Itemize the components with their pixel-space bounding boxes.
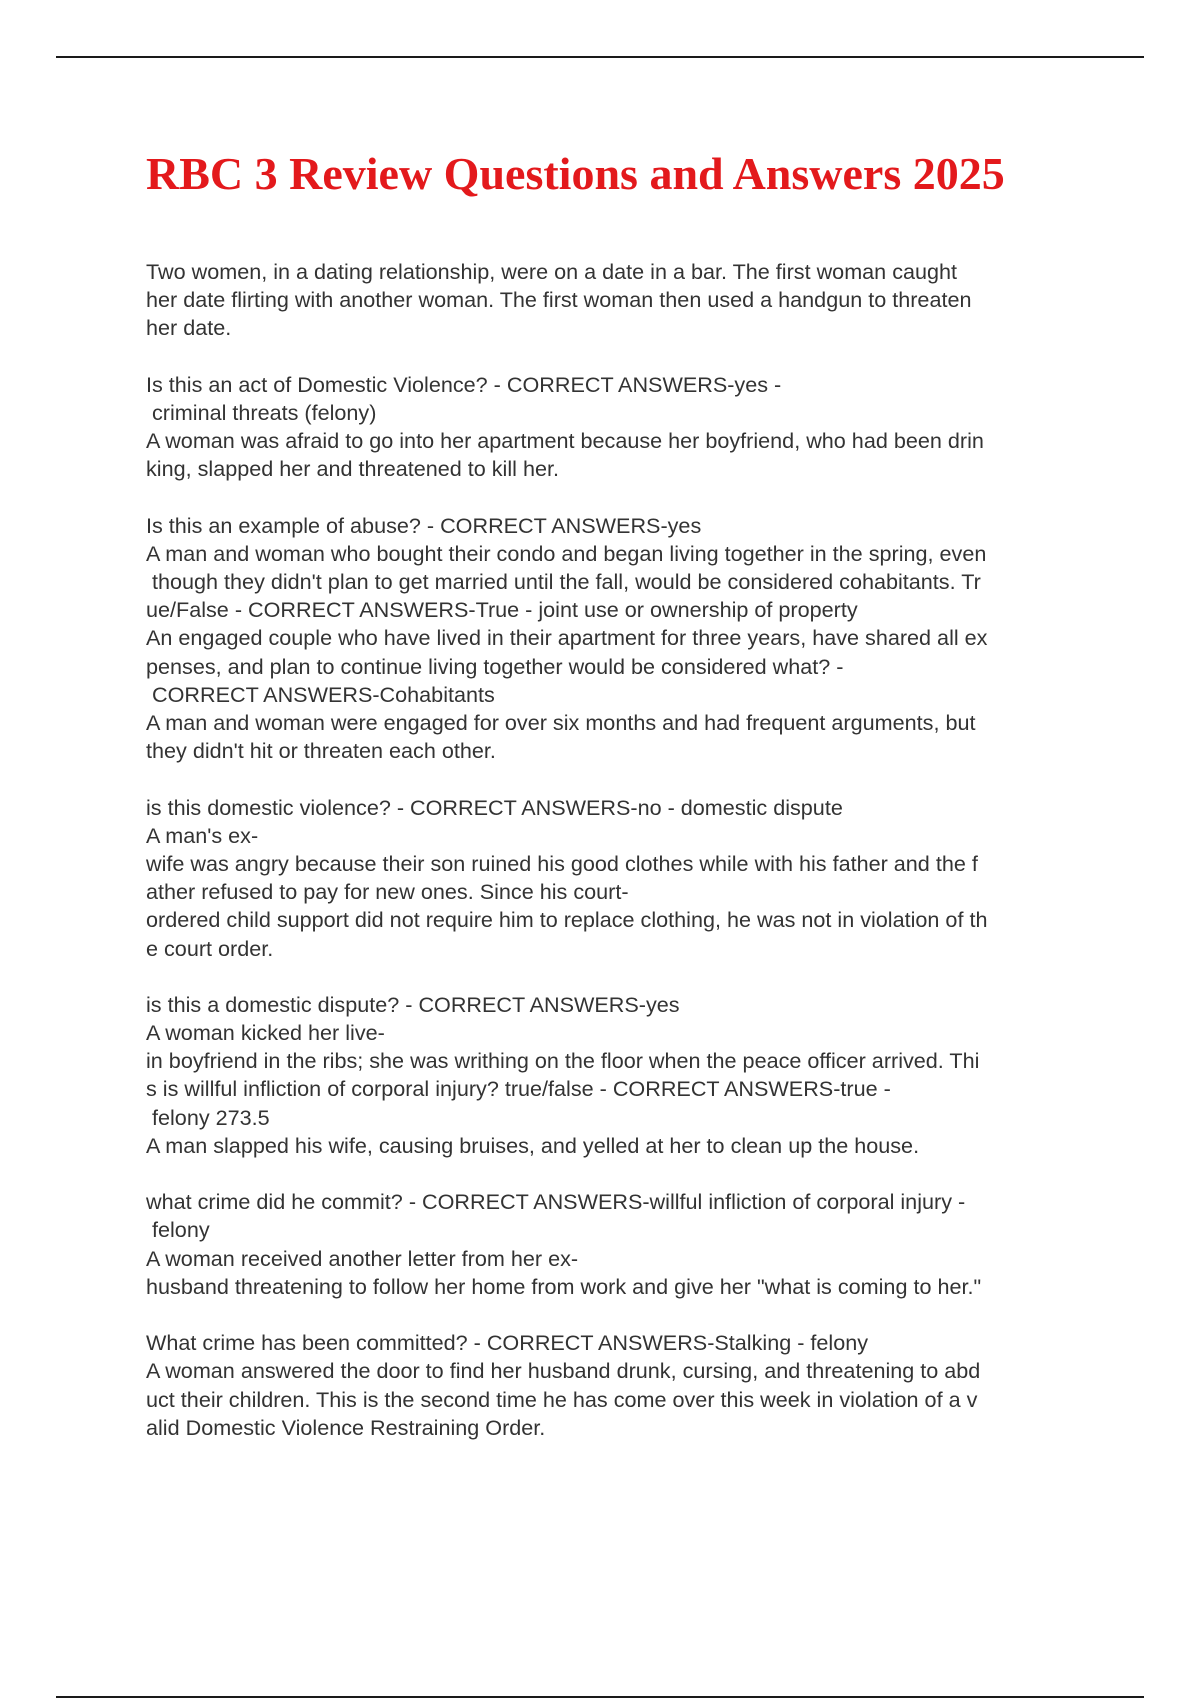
text-line: What crime has been committed? - CORRECT ANSWERS-Stalking - felony — [146, 1330, 869, 1356]
text-line: felony 273.5 — [146, 1104, 270, 1130]
document-body — [146, 258, 1106, 1442]
blank-line — [146, 1160, 1106, 1188]
text-line: what crime did he commit? - CORRECT ANSWERS-willful infliction of corporal injury - — [146, 1189, 966, 1215]
text-line: is this domestic violence? - CORRECT ANSWERS-no - domestic dispute — [146, 794, 843, 820]
text-line: ue/False - CORRECT ANSWERS-True - joint use or ownership of property — [146, 597, 858, 623]
document-title: RBC 3 Review Questions and Answers 2025 — [146, 148, 1005, 199]
text-line: criminal threats (felony) — [146, 399, 377, 425]
text-line: A woman kicked her live- — [146, 1020, 385, 1046]
text-line: A man slapped his wife, causing bruises, and yelled at her to clean up the house. — [146, 1132, 920, 1158]
text-line: alid Domestic Violence Restraining Order. — [146, 1414, 546, 1440]
text-line: felony — [146, 1217, 210, 1243]
top-rule — [56, 56, 1144, 58]
text-line: A woman was afraid to go into her apartment because her boyfriend, who had been drin — [146, 428, 984, 454]
text-line: ather refused to pay for new ones. Since his court- — [146, 879, 629, 905]
blank-line — [146, 484, 1106, 512]
text-line: s is willful infliction of corporal injury? true/false - CORRECT ANSWERS-true - — [146, 1076, 891, 1102]
text-line: CORRECT ANSWERS-Cohabitants — [146, 681, 495, 707]
text-line: in boyfriend in the ribs; she was writhing on the floor when the peace officer arrived. Thi — [146, 1048, 980, 1074]
text-line: A man's ex- — [146, 822, 259, 848]
text-line: e court order. — [146, 935, 274, 961]
text-line: A woman answered the door to find her husband drunk, cursing, and threatening to abd — [146, 1358, 981, 1384]
text-line: Is this an act of Domestic Violence? - CORRECT ANSWERS-yes - — [146, 371, 782, 397]
text-line: is this a domestic dispute? - CORRECT ANSWERS-yes — [146, 991, 680, 1017]
text-line: husband threatening to follow her home from work and give her "what is coming to her." — [146, 1273, 982, 1299]
blank-line — [146, 343, 1106, 371]
text-line: ordered child support did not require him to replace clothing, he was not in violation of th — [146, 907, 988, 933]
text-line: though they didn't plan to get married until the fall, would be considered cohabitants. Tr — [146, 569, 981, 595]
text-line: Is this an example of abuse? - CORRECT ANSWERS-yes — [146, 512, 702, 538]
text-line: penses, and plan to continue living together would be considered what? - — [146, 653, 844, 679]
text-line: wife was angry because their son ruined his good clothes while with his father and the f — [146, 850, 978, 876]
blank-line — [146, 1301, 1106, 1329]
text-line: her date. — [146, 315, 232, 341]
text-line: uct their children. This is the second time he has come over this week in violation of a v — [146, 1386, 978, 1412]
blank-line — [146, 765, 1106, 793]
text-line: A man and woman who bought their condo and began living together in the spring, even — [146, 540, 987, 566]
text-line: her date flirting with another woman. The first woman then used a handgun to threaten — [146, 287, 972, 313]
text-line: Two women, in a dating relationship, were on a date in a bar. The first woman caught — [146, 259, 958, 284]
text-line: A woman received another letter from her ex- — [146, 1245, 579, 1271]
text-line: A man and woman were engaged for over six months and had frequent arguments, but — [146, 710, 976, 735]
text-line: king, slapped her and threatened to kill her. — [146, 456, 559, 482]
text-line: An engaged couple who have lived in their apartment for three years, have shared all ex — [146, 625, 988, 651]
bottom-rule — [56, 1696, 1144, 1698]
blank-line — [146, 963, 1106, 991]
text-line: they didn't hit or threaten each other. — [146, 738, 496, 764]
